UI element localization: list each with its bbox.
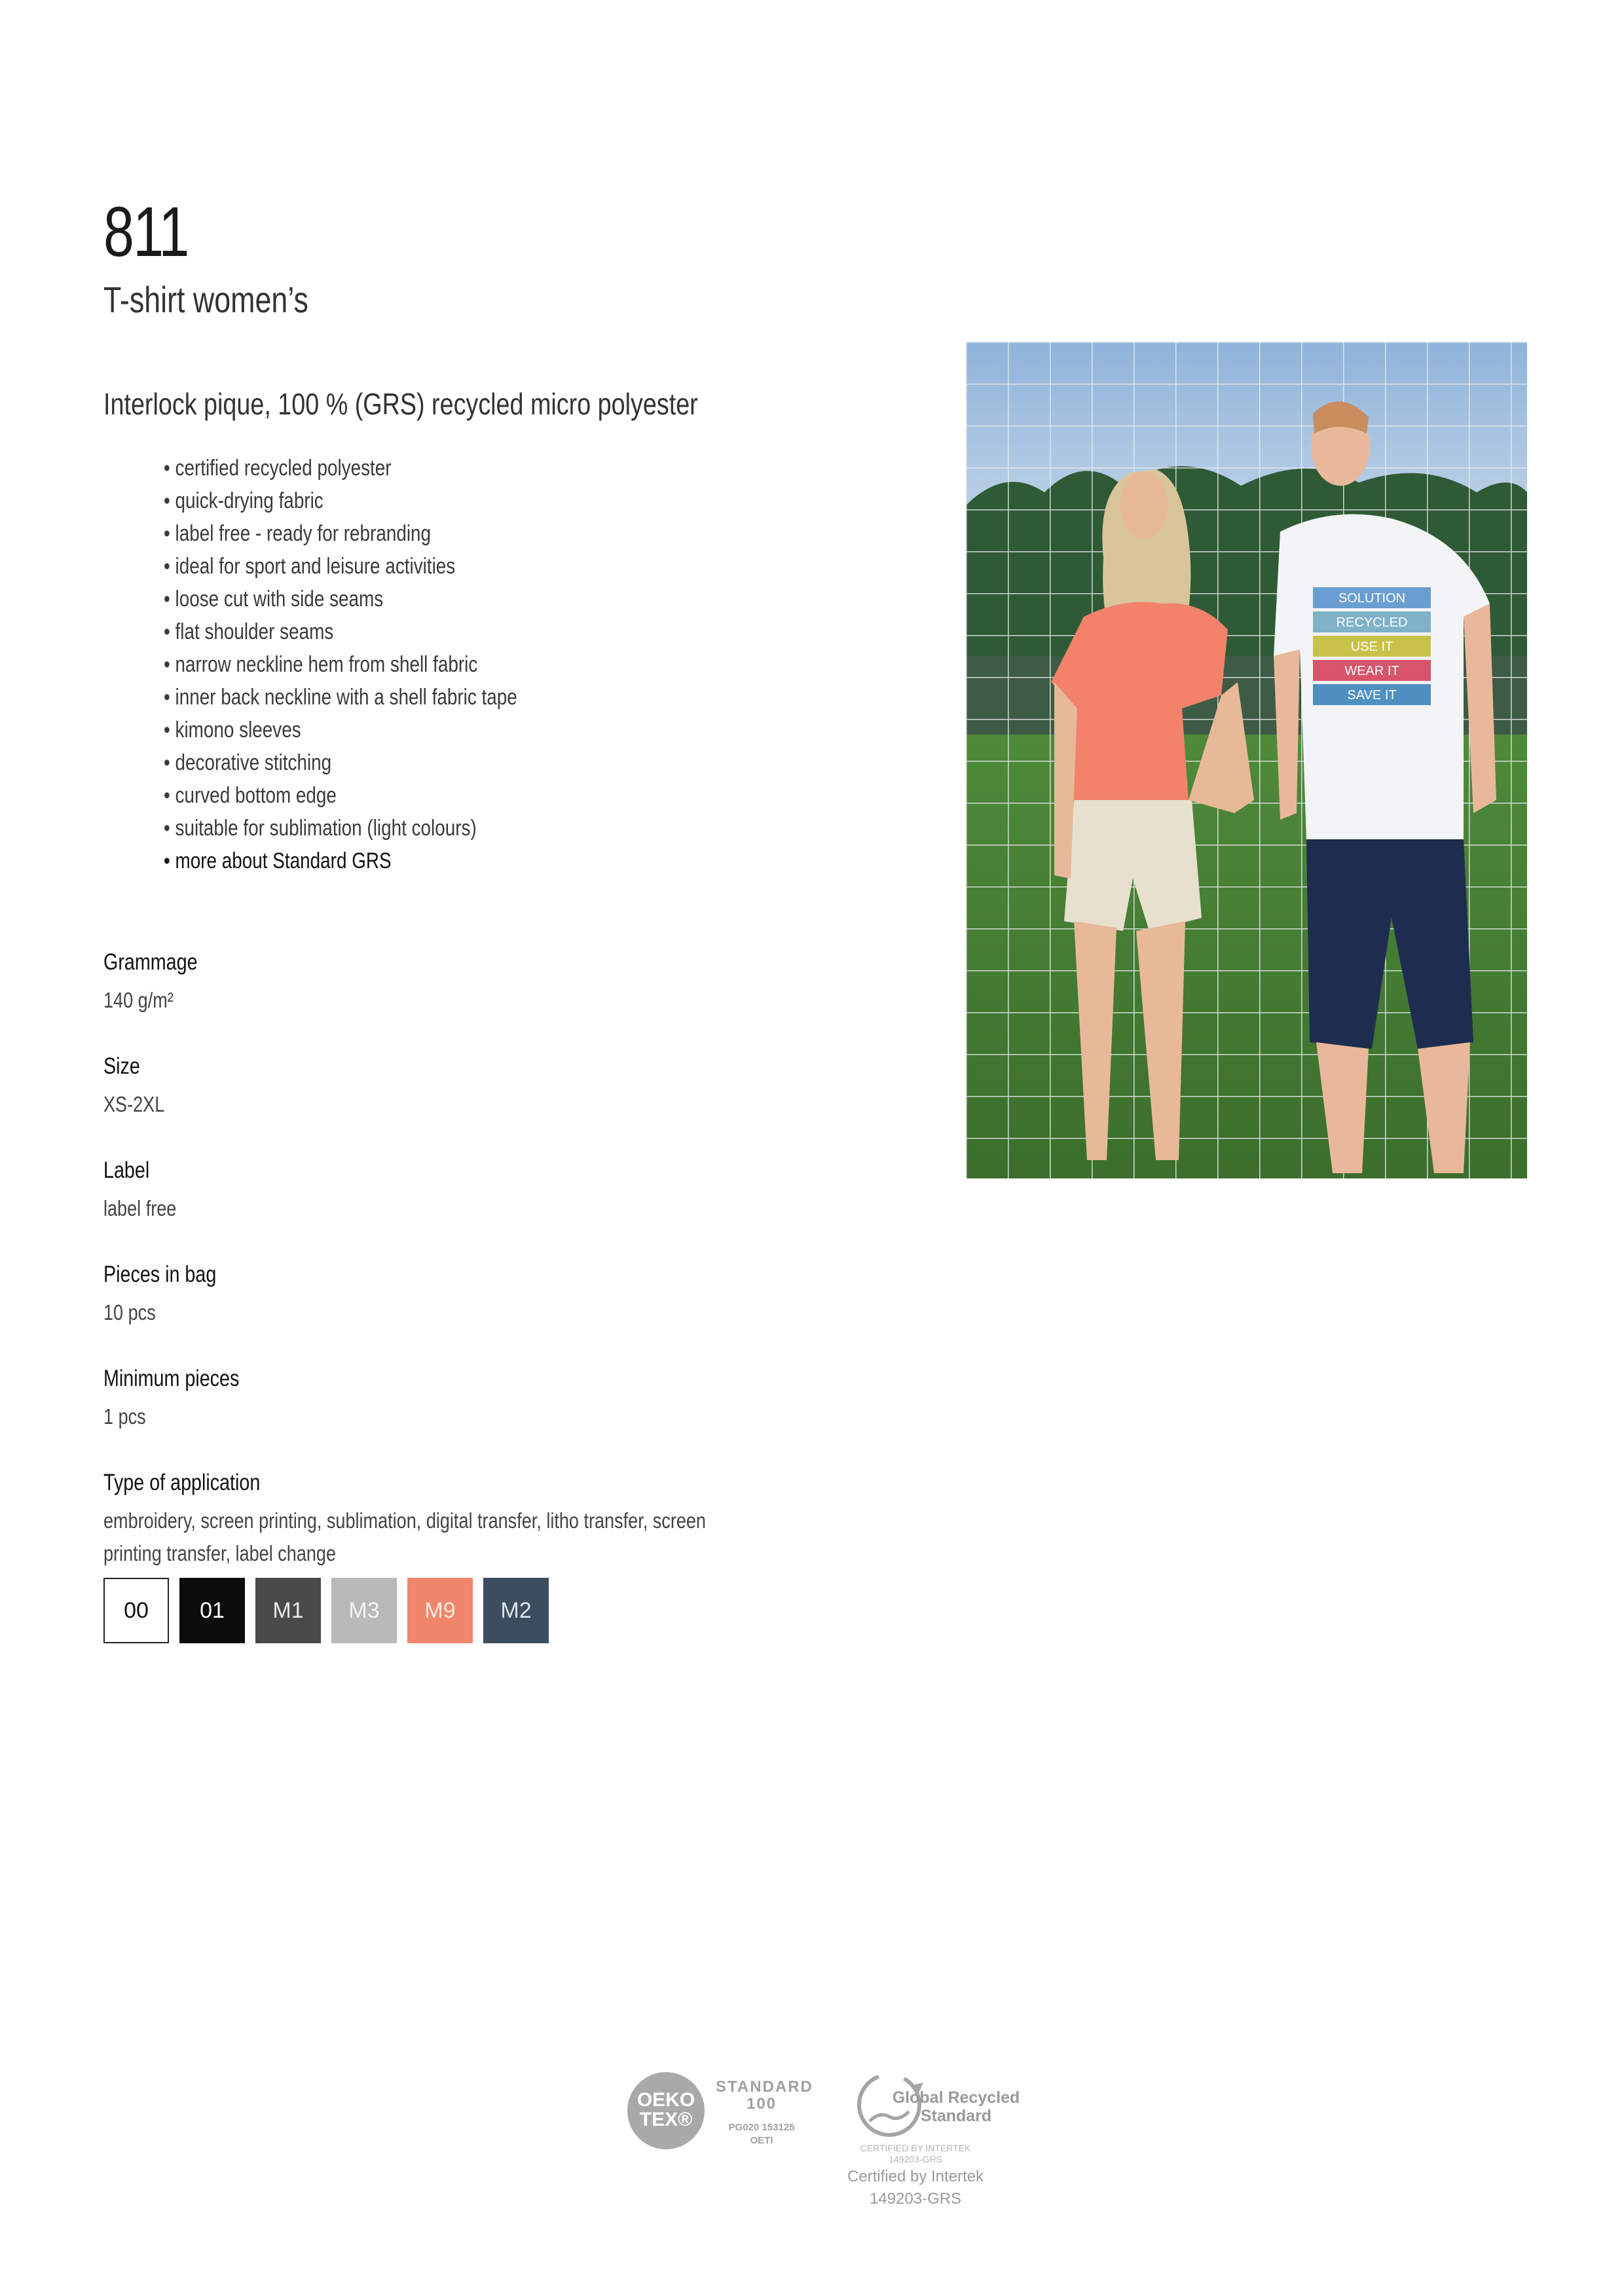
- feature-item: • suitable for sublimation (light colours): [164, 812, 517, 845]
- grs-line2: Standard: [920, 2107, 992, 2125]
- oeko-code: PG020 153125: [728, 2122, 795, 2133]
- oeko-certificate: [716, 2121, 807, 2147]
- product-code: 811: [103, 192, 189, 271]
- shirt-print-line: USE IT: [1350, 640, 1393, 654]
- grs-cert-line2: 149203-GRS: [869, 2190, 962, 2208]
- feature-item: • loose cut with side seams: [164, 583, 517, 615]
- feature-item: • certified recycled polyester: [164, 452, 517, 484]
- spec-size: [103, 1050, 164, 1121]
- feature-list: [164, 452, 517, 877]
- grs-small-text: [837, 2143, 994, 2165]
- oeko-standard: [716, 2078, 813, 2113]
- spec-label: Type of application: [103, 1470, 261, 1495]
- grs-certification: [837, 2166, 994, 2210]
- shirt-print-line: SOLUTION: [1338, 591, 1406, 606]
- color-swatch-m1[interactable]: M1: [255, 1578, 321, 1643]
- oeko-line1: OEKO: [637, 2089, 695, 2111]
- color-swatch-01[interactable]: 01: [179, 1578, 245, 1643]
- shirt-print: [1313, 587, 1431, 705]
- color-swatch-00[interactable]: 00: [103, 1578, 169, 1643]
- grs-cert-line1: Certified by Intertek: [847, 2168, 984, 2185]
- oeko-line2: TEX®: [639, 2109, 693, 2130]
- product-material: Interlock pique, 100 % (GRS) recycled micro polyester: [103, 387, 698, 421]
- feature-item: • quick-drying fabric: [164, 484, 517, 517]
- spec-value: 1 pcs: [103, 1404, 146, 1429]
- shirt-print-line: WEAR IT: [1344, 664, 1399, 678]
- grs-small-line1: CERTIFIED BY INTERTEK: [860, 2143, 971, 2153]
- spec-label: Minimum pieces: [103, 1366, 240, 1391]
- product-title: T-shirt women’s: [103, 279, 308, 320]
- spec-value: 10 pcs: [103, 1300, 156, 1324]
- feature-item: • kimono sleeves: [164, 714, 517, 746]
- spec-grammage: [103, 946, 198, 1017]
- feature-item: • curved bottom edge: [164, 779, 517, 812]
- color-swatches: [103, 1578, 549, 1643]
- color-swatch-m3[interactable]: M3: [331, 1578, 397, 1643]
- feature-item: • decorative stitching: [164, 746, 517, 779]
- feature-item: • ideal for sport and leisure activities: [164, 550, 517, 583]
- oeko-standard-number: 100: [746, 2095, 777, 2113]
- grs-logo-text: [884, 2088, 1028, 2125]
- spec-value: printing transfer, label change: [103, 1541, 337, 1565]
- oeko-tex-logo: [627, 2072, 705, 2149]
- spec-value: label free: [103, 1196, 177, 1220]
- spec-value: embroidery, screen printing, sublimation, digital transfer, litho transfer, screen: [103, 1508, 706, 1533]
- color-swatch-m2[interactable]: M2: [483, 1578, 549, 1643]
- feature-item: • narrow neckline hem from shell fabric: [164, 648, 517, 681]
- spec-value: 140 g/m²: [103, 988, 174, 1012]
- grs-small-line2: 149203-GRS: [889, 2154, 942, 2164]
- product-photo: [966, 342, 1527, 1178]
- spec-application: [103, 1467, 706, 1570]
- spec-minimum-pieces: [103, 1362, 239, 1433]
- certification-logos: [627, 2049, 1020, 2219]
- oeko-standard-label: STANDARD: [716, 2078, 813, 2096]
- spec-label: Grammage: [103, 949, 198, 975]
- spec-label: Label: [103, 1157, 150, 1183]
- color-swatch-m9[interactable]: M9: [407, 1578, 473, 1643]
- spec-label-info: [103, 1154, 176, 1225]
- spec-pieces-in-bag: [103, 1258, 216, 1329]
- grs-line1: Global Recycled: [892, 2088, 1020, 2107]
- spec-label: Size: [103, 1053, 140, 1079]
- shirt-print-line: RECYCLED: [1336, 615, 1408, 630]
- grs-standard-link[interactable]: • more about Standard GRS: [164, 845, 517, 877]
- feature-item: • inner back neckline with a shell fabric tape: [164, 681, 517, 714]
- shirt-print-line: SAVE IT: [1347, 688, 1397, 702]
- spec-value: XS-2XL: [103, 1092, 165, 1116]
- oeko-institute: OETI: [750, 2135, 773, 2146]
- feature-item: • flat shoulder seams: [164, 615, 517, 648]
- spec-label: Pieces in bag: [103, 1262, 217, 1287]
- feature-item: • label free - ready for rebranding: [164, 517, 517, 550]
